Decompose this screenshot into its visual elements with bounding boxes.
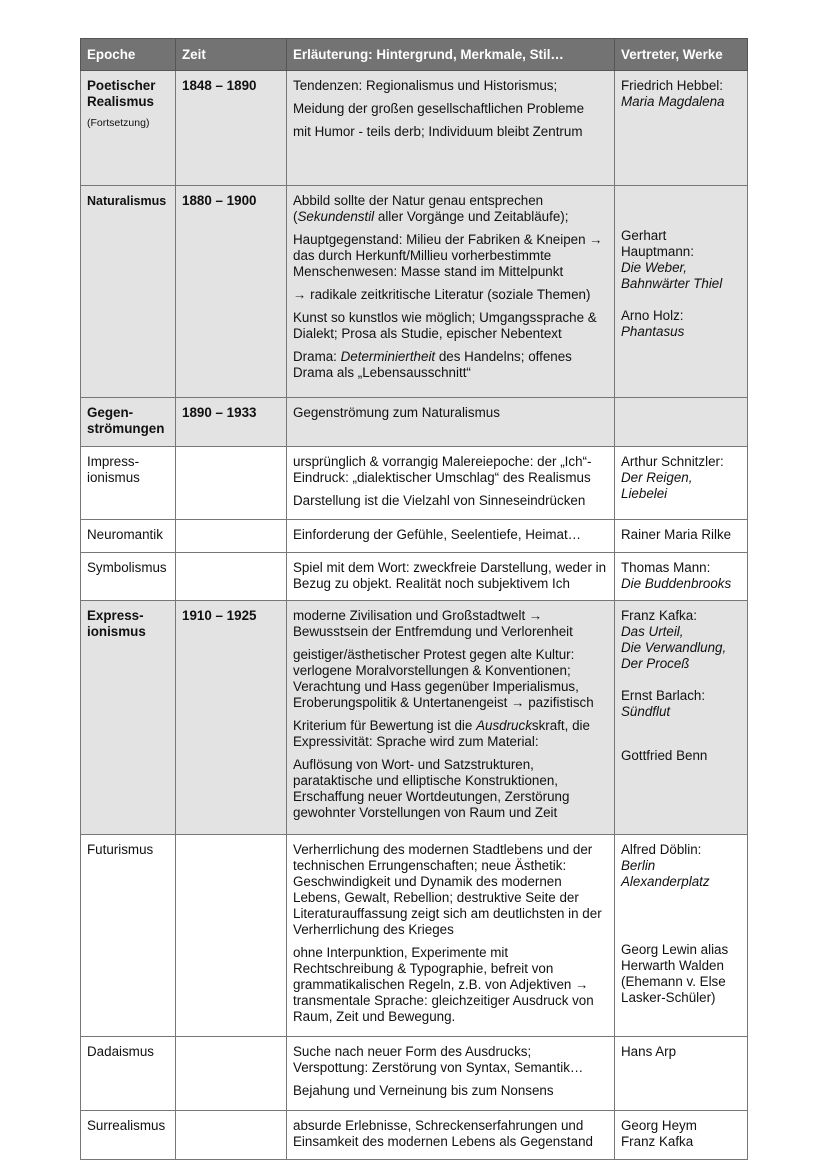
representative xyxy=(621,608,741,672)
representative-work: Das Urteil, xyxy=(621,624,684,639)
representative-work: Die Verwandlung, xyxy=(621,640,727,655)
cell-epoche: Impress-ionismus xyxy=(81,447,176,520)
paragraph: → radikale zeitkritische Literatur (soziale Themen) xyxy=(293,287,591,302)
cell-epoche xyxy=(81,601,176,835)
table-row xyxy=(81,835,748,1037)
paragraph: ohne Interpunktion, Experimente mit Rechtschreibung & Typographie, befreit von grammatikalischen Regeln, z.B. von Adjektiven → transmentale Sprache: gleichzeitiger Ausdruck von Raum, Zeit und Bewegung. xyxy=(293,945,594,1024)
table-row xyxy=(81,186,748,398)
epoche-name: Gegen-strömungen xyxy=(87,405,165,436)
text-run-italic: Ausdruck xyxy=(476,718,532,733)
paragraph: Bejahung und Verneinung bis zum Nonsens xyxy=(293,1083,554,1098)
representative-work: Sündflut xyxy=(621,704,671,719)
cell-epoche xyxy=(81,398,176,447)
representative-work: Die Buddenbrooks xyxy=(621,576,732,591)
representative-name: Franz Kafka: xyxy=(621,608,697,623)
text-run: des Handelns; offenes Drama als „Lebensausschnitt“ xyxy=(293,349,572,380)
representative-name: Arno Holz: xyxy=(621,308,684,323)
text-run: Drama: xyxy=(293,349,341,364)
cell-epoche: Neuromantik xyxy=(81,520,176,553)
cell-vertreter xyxy=(615,398,748,447)
paragraph: Tendenzen: Regionalismus und Historismus; xyxy=(293,78,558,93)
epoche-name: Express-ionismus xyxy=(87,608,146,639)
cell-epoche: Futurismus xyxy=(81,835,176,1037)
cell-epoche: Surrealismus xyxy=(81,1111,176,1160)
cell-epoche xyxy=(81,71,176,186)
cell-erlaeuterung xyxy=(287,835,615,1037)
cell-zeit: 1910 – 1925 xyxy=(176,601,287,835)
cell-zeit xyxy=(176,835,287,1037)
representative-work: Phantasus xyxy=(621,324,685,339)
representative-work: Die Weber, xyxy=(621,260,687,275)
cell-vertreter xyxy=(615,447,748,520)
cell-zeit: 1848 – 1890 xyxy=(176,71,287,186)
representative-work: Berlin xyxy=(621,858,656,873)
table-header-row xyxy=(81,39,748,71)
epoche-name: Poetischer Realismus xyxy=(87,78,156,109)
representative-name: Arthur Schnitzler: xyxy=(621,454,724,469)
table-row xyxy=(81,520,748,553)
text-run-italic: Sekundenstil xyxy=(297,209,375,224)
cell-erlaeuterung: absurde Erlebnisse, Schreckenserfahrungen und Einsamkeit des modernen Lebens als Gegenstand xyxy=(287,1111,615,1160)
representative-name: Georg Heym xyxy=(621,1118,697,1133)
paragraph: Suche nach neuer Form des Ausdrucks; Verspottung: Zerstörung von Syntax, Semantik… xyxy=(293,1044,584,1075)
table-row xyxy=(81,1037,748,1111)
text-run: skraft, die Expressivität: Sprache wird zum Material: xyxy=(293,718,590,749)
paragraph: moderne Zivilisation und Großstadtwelt → Bewusstsein der Entfremdung und Verlorenheit xyxy=(293,608,573,639)
representative-work: Bahnwärter Thiel xyxy=(621,276,723,291)
text-run: Abbild sollte der Natur genau entsprechen ( xyxy=(293,193,544,224)
representative-work: Der Proceß xyxy=(621,656,690,671)
epochen-table xyxy=(80,38,748,1160)
cell-zeit xyxy=(176,520,287,553)
cell-vertreter xyxy=(615,186,748,398)
cell-zeit xyxy=(176,447,287,520)
cell-vertreter xyxy=(615,553,748,601)
cell-epoche: Dadaismus xyxy=(81,1037,176,1111)
representative-name: Friedrich Hebbel: xyxy=(621,78,723,93)
cell-erlaeuterung: Einforderung der Gefühle, Seelentiefe, Heimat… xyxy=(287,520,615,553)
representative-work: Der Reigen, xyxy=(621,470,693,485)
cell-zeit xyxy=(176,1037,287,1111)
paragraph: Darstellung ist die Vielzahl von Sinneseindrücken xyxy=(293,493,586,508)
representative xyxy=(621,748,741,764)
representative-name: Georg Lewin alias Herwarth Walden (Ehemann v. Else Lasker-Schüler) xyxy=(621,942,729,1005)
text-run-italic: Determiniertheit xyxy=(340,349,436,364)
table-row xyxy=(81,553,748,601)
representative xyxy=(621,842,741,890)
epoche-subnote: (Fortsetzung) xyxy=(87,117,150,129)
representative-work: Liebelei xyxy=(621,486,668,501)
cell-erlaeuterung: Gegenströmung zum Naturalismus xyxy=(287,398,615,447)
representative-work: Alexanderplatz xyxy=(621,874,710,889)
table-row xyxy=(81,447,748,520)
cell-erlaeuterung xyxy=(287,1037,615,1111)
cell-erlaeuterung xyxy=(287,186,615,398)
paragraph xyxy=(293,193,608,225)
cell-zeit xyxy=(176,553,287,601)
cell-epoche: Symbolismus xyxy=(81,553,176,601)
paragraph xyxy=(293,349,608,381)
representative-work: Maria Magdalena xyxy=(621,94,725,109)
cell-epoche xyxy=(81,186,176,398)
cell-erlaeuterung xyxy=(287,71,615,186)
text-run: Kriterium für Bewertung ist die xyxy=(293,718,477,733)
paragraph: Meidung der großen gesellschaftlichen Probleme xyxy=(293,101,585,116)
cell-vertreter xyxy=(615,71,748,186)
table-row xyxy=(81,71,748,186)
representative-name: Thomas Mann: xyxy=(621,560,711,575)
cell-zeit: 1880 – 1900 xyxy=(176,186,287,398)
representative-name: Ernst Barlach: xyxy=(621,688,706,703)
paragraph: Hauptgegenstand: Milieu der Fabriken & Kneipen → das durch Herkunft/Millieu vorherbestimmte Menschenwesen: Masse stand im Mittelpunkt xyxy=(293,232,603,279)
table-row xyxy=(81,601,748,835)
representative xyxy=(621,308,741,340)
representative xyxy=(621,688,741,720)
header-vertreter: Vertreter, Werke xyxy=(615,39,748,71)
representative-name: Alfred Döblin: xyxy=(621,842,702,857)
text-run: aller Vorgänge und Zeitabläufe); xyxy=(374,209,569,224)
representative xyxy=(621,942,741,1006)
cell-erlaeuterung xyxy=(287,447,615,520)
representative xyxy=(621,228,741,292)
paragraph: geistiger/ästhetischer Protest gegen alte Kultur: verlogene Moralvorstellungen & Konventionen; Verachtung und Hass gegenüber Imperialismus, Eroberungspolitik & Untertanengeist → pazifistisch xyxy=(293,647,594,710)
cell-erlaeuterung: Spiel mit dem Wort: zweckfreie Darstellung, weder in Bezug zu objekt. Realität noch subjektivem Ich xyxy=(287,553,615,601)
cell-erlaeuterung xyxy=(287,601,615,835)
cell-vertreter xyxy=(615,601,748,835)
header-epoche: Epoche xyxy=(81,39,176,71)
paragraph: mit Humor - teils derb; Individuum bleibt Zentrum xyxy=(293,124,583,139)
paragraph: ursprünglich & vorrangig Malereiepoche: der „Ich“-Eindruck: „dialektischer Umschlag“ des Realismus xyxy=(293,454,592,485)
paragraph: Verherrlichung des modernen Stadtlebens und der technischen Errungenschaften; neue Ästhetik: Geschwindigkeit und Dynamik des modernen Lebens, Gewalt, Rebellion; destruktive Seite der Literaturauffassung zeigt sich am deutlichsten in der Verherrlichung des Krieges xyxy=(293,842,602,937)
cell-vertreter xyxy=(615,1111,748,1160)
representative-name: Gerhart Hauptmann: xyxy=(621,228,694,259)
cell-zeit: 1890 – 1933 xyxy=(176,398,287,447)
header-erlaeuterung: Erläuterung: Hintergrund, Merkmale, Stil… xyxy=(287,39,615,71)
paragraph: Auflösung von Wort- und Satzstrukturen, parataktische und elliptische Konstruktionen, Erschaffung neuer Wortdeutungen, Zerstörung gewohnter Vorstellungen von Raum und Zeit xyxy=(293,757,570,820)
paragraph xyxy=(293,718,608,750)
epoche-name: Naturalismus xyxy=(87,194,167,208)
representative-name: Franz Kafka xyxy=(621,1134,694,1149)
cell-zeit xyxy=(176,1111,287,1160)
header-zeit: Zeit xyxy=(176,39,287,71)
representative-name: Gottfried Benn xyxy=(621,748,708,763)
cell-vertreter: Hans Arp xyxy=(615,1037,748,1111)
cell-vertreter: Rainer Maria Rilke xyxy=(615,520,748,553)
cell-vertreter xyxy=(615,835,748,1037)
table-row xyxy=(81,1111,748,1160)
table-row xyxy=(81,398,748,447)
paragraph: Kunst so kunstlos wie möglich; Umgangssprache & Dialekt; Prosa als Studie, epischer Nebentext xyxy=(293,310,597,341)
